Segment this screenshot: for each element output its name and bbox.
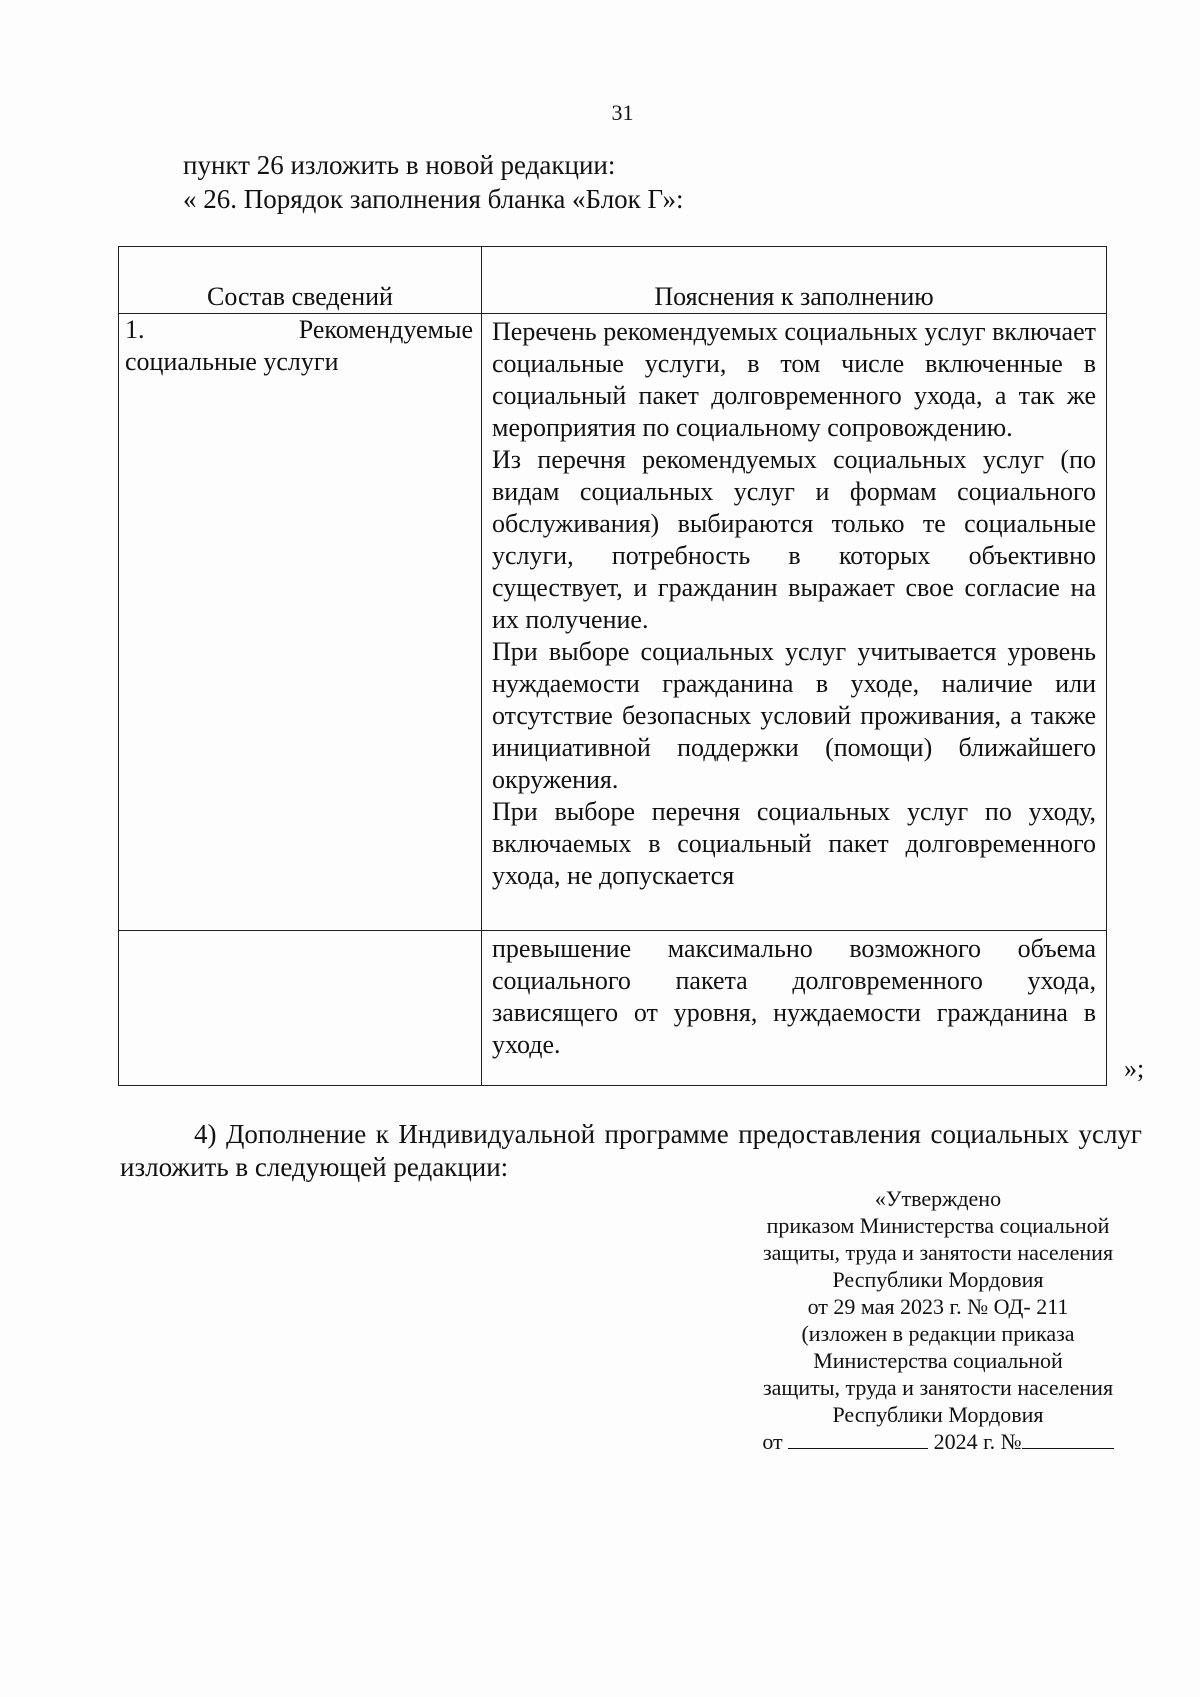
approval-block xyxy=(728,1185,1148,1455)
form-table xyxy=(118,246,1107,1086)
intro-line-1: пункт 26 изложить в новой редакции: xyxy=(183,150,616,180)
row1-right-cell xyxy=(482,314,1107,931)
intro-line-2: « 26. Порядок заполнения бланка «Блок Г»: xyxy=(183,184,684,214)
date-blank xyxy=(788,1428,928,1449)
approval-date-prefix: от xyxy=(762,1429,783,1454)
paragraph-4: 4) Дополнение к Индивидуальной программе предоставления социальных услуг изложить в следующей редакции: xyxy=(120,1119,1142,1182)
row2-left-cell xyxy=(119,931,482,1086)
table-header-row xyxy=(119,247,1107,314)
approval-date-line xyxy=(728,1428,1148,1455)
number-blank xyxy=(1022,1428,1114,1449)
explanation-paragraph-3: При выборе социальных услуг учитывается уровень нуждаемости гражданина в уходе, наличие или отсутствие безопасных условий проживания, а также инициативной поддержки (помощи) ближайшего окружения. xyxy=(492,637,1096,794)
page-number: 31 xyxy=(611,100,634,125)
table-header-composition: Состав сведений xyxy=(119,247,482,314)
approval-line-9: Республики Мордовия xyxy=(832,1402,1044,1427)
table-header-explanations: Пояснения к заполнению xyxy=(482,247,1107,314)
explanation-paragraph-2: Из перечня рекомендуемых социальных услуг (по видам социальных услуг и формам социального обслуживания) выбираются только те социальные услуги, потребность в которых объективно существует, и гражданин выражает свое согласие на их получение. xyxy=(492,445,1096,634)
explanation-paragraph-4: При выборе перечня социальных услуг по уходу, включаемых в социальный пакет долговременного ухода, не допускается xyxy=(492,797,1096,890)
approval-line-3: защиты, труда и занятости населения xyxy=(762,1240,1114,1265)
approval-date-year: 2024 г. № xyxy=(933,1429,1022,1454)
approval-line-5: от 29 мая 2023 г. № ОД- 211 xyxy=(807,1294,1069,1319)
row1-left-cell xyxy=(119,314,482,931)
approval-line-8: защиты, труда и занятости населения xyxy=(762,1375,1114,1400)
approval-line-6: (изложен в редакции приказа xyxy=(801,1321,1075,1346)
approval-line-7: Министерства социальной xyxy=(813,1348,1063,1373)
closing-quote: »; xyxy=(1124,1054,1145,1083)
approval-line-2: приказом Министерства социальной xyxy=(766,1213,1110,1238)
explanation-paragraph-1: Перечень рекомендуемых социальных услуг включает социальные услуги, в том числе включенные в социальный пакет долговременного ухода, а так же мероприятия по социальному сопровождению. xyxy=(492,317,1096,442)
approval-line-4: Республики Мордовия xyxy=(832,1267,1044,1292)
table-row xyxy=(119,931,1107,1086)
explanation-continuation: превышение максимально возможного объема социального пакета долговременного ухода, зависящего от уровня, нуждаемости гражданина в уходе. xyxy=(492,934,1096,1059)
row2-right-cell xyxy=(482,931,1107,1086)
approval-line-1: «Утверждено xyxy=(874,1186,1002,1211)
row1-number: 1. xyxy=(125,315,145,344)
row1-title-rest: социальные услуги xyxy=(125,347,339,376)
table-row xyxy=(119,314,1107,931)
row1-title-word: Рекомендуемые xyxy=(298,315,473,344)
